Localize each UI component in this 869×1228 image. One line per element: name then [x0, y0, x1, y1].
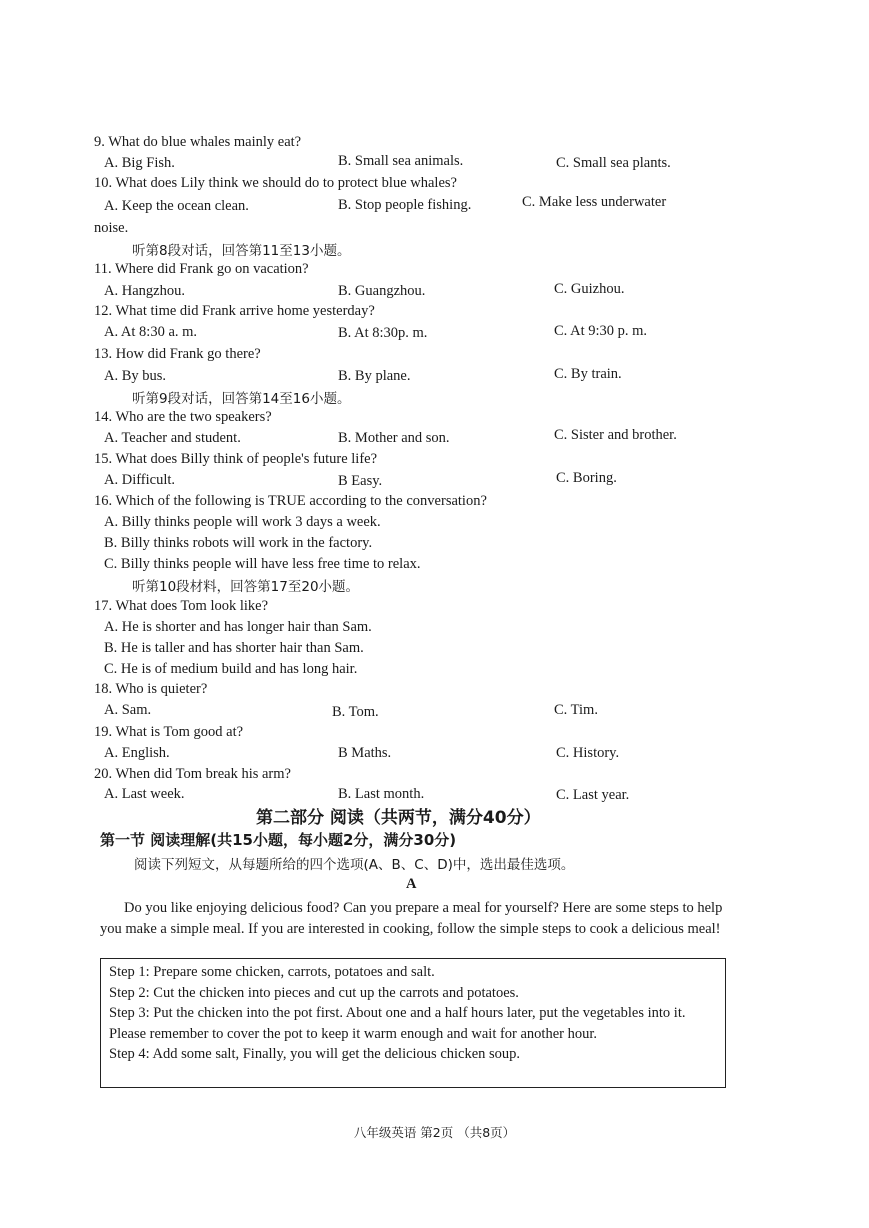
option-12a: A. At 8:30 a. m.: [104, 324, 198, 340]
option-14a: A. Teacher and student.: [104, 430, 241, 446]
option-18c: C. Tim.: [554, 702, 598, 718]
step-3: Step 3: Put the chicken into the pot first. About one and a half hours later, put the vegetables into it. Please remember to cover the pot to keep it warm enough and wait for another hour.: [109, 1005, 686, 1042]
question-20: 20. When did Tom break his arm?: [94, 766, 291, 782]
option-18b: B. Tom.: [332, 704, 379, 720]
question-18: 18. Who is quieter?: [94, 681, 208, 697]
option-15b: B Easy.: [338, 473, 383, 489]
option-11a: A. Hangzhou.: [104, 283, 185, 299]
steps-box: [100, 958, 726, 1088]
option-11c: C. Guizhou.: [554, 281, 625, 297]
option-13c: C. By train.: [554, 366, 622, 382]
question-14: 14. Who are the two speakers?: [94, 409, 272, 425]
option-17b: B. He is taller and has shorter hair than Sam.: [104, 640, 364, 656]
option-12c: C. At 9:30 p. m.: [554, 323, 648, 339]
instruction-dialogue-8: 听第8段对话，回答第11至13小题。: [132, 243, 351, 259]
option-17a: A. He is shorter and has longer hair than Sam.: [104, 619, 372, 635]
option-14c: C. Sister and brother.: [554, 427, 677, 443]
question-10: 10. What does Lily think we should do to protect blue whales?: [94, 175, 457, 191]
option-10a: A. Keep the ocean clean.: [104, 198, 249, 214]
option-9b: B. Small sea animals.: [338, 153, 464, 169]
instruction-dialogue-10: 听第10段材料，回答第17至20小题。: [132, 579, 360, 595]
question-15: 15. What does Billy think of people's future life?: [94, 451, 378, 467]
question-16: 16. Which of the following is TRUE according to the conversation?: [94, 493, 487, 509]
part2-title: 第二部分 阅读（共两节，满分40分）: [256, 808, 541, 828]
question-12: 12. What time did Frank arrive home yesterday?: [94, 303, 375, 319]
step-1: Step 1: Prepare some chicken, carrots, potatoes and salt.: [109, 964, 435, 980]
reading-instruction: 阅读下列短文，从每题所给的四个选项(A、B、C、D)中，选出最佳选项。: [134, 857, 575, 873]
option-16c: C. Billy thinks people will have less free time to relax.: [104, 556, 421, 572]
option-9c: C. Small sea plants.: [556, 155, 671, 171]
step-4: Step 4: Add some salt, Finally, you will get the delicious chicken soup.: [109, 1046, 521, 1062]
option-9a: A. Big Fish.: [104, 155, 175, 171]
passage-label: A: [406, 876, 417, 892]
question-9: 9. What do blue whales mainly eat?: [94, 134, 302, 150]
option-11b: B. Guangzhou.: [338, 283, 426, 299]
question-13: 13. How did Frank go there?: [94, 346, 261, 362]
question-11: 11. Where did Frank go on vacation?: [94, 261, 309, 277]
option-15c: C. Boring.: [556, 470, 617, 486]
option-19a: A. English.: [104, 745, 170, 761]
question-19: 19. What is Tom good at?: [94, 724, 244, 740]
option-10c-continuation: noise.: [94, 220, 129, 236]
option-20b: B. Last month.: [338, 786, 425, 802]
option-17c: C. He is of medium build and has long hair.: [104, 661, 358, 677]
option-15a: A. Difficult.: [104, 472, 176, 488]
option-19b: B Maths.: [338, 745, 392, 761]
section1-title: 第一节 阅读理解(共15小题，每小题2分，满分30分): [100, 831, 457, 849]
option-20c: C. Last year.: [556, 787, 630, 803]
option-10b: B. Stop people fishing.: [338, 197, 472, 213]
instruction-dialogue-9: 听第9段对话，回答第14至16小题。: [132, 391, 351, 407]
option-14b: B. Mother and son.: [338, 430, 450, 446]
option-16b: B. Billy thinks robots will work in the factory.: [104, 535, 373, 551]
step-2: Step 2: Cut the chicken into pieces and cut up the carrots and potatoes.: [109, 984, 519, 1001]
option-13a: A. By bus.: [104, 368, 167, 384]
option-12b: B. At 8:30p. m.: [338, 325, 428, 341]
option-13b: B. By plane.: [338, 368, 411, 384]
option-19c: C. History.: [556, 745, 620, 761]
option-18a: A. Sam.: [104, 702, 152, 718]
option-16a: A. Billy thinks people will work 3 days a week.: [104, 514, 381, 530]
option-20a: A. Last week.: [104, 786, 185, 802]
passage-intro: Do you like enjoying delicious food? Can you prepare a meal for yourself? Here are some steps to help you make a simple meal. If you are interested in cooking, follow the simple steps to cook a delicious meal!: [100, 900, 723, 937]
question-17: 17. What does Tom look like?: [94, 598, 269, 614]
option-10c: C. Make less underwater: [522, 194, 667, 210]
page-footer: 八年级英语 第2页 （共8页）: [353, 1125, 516, 1140]
